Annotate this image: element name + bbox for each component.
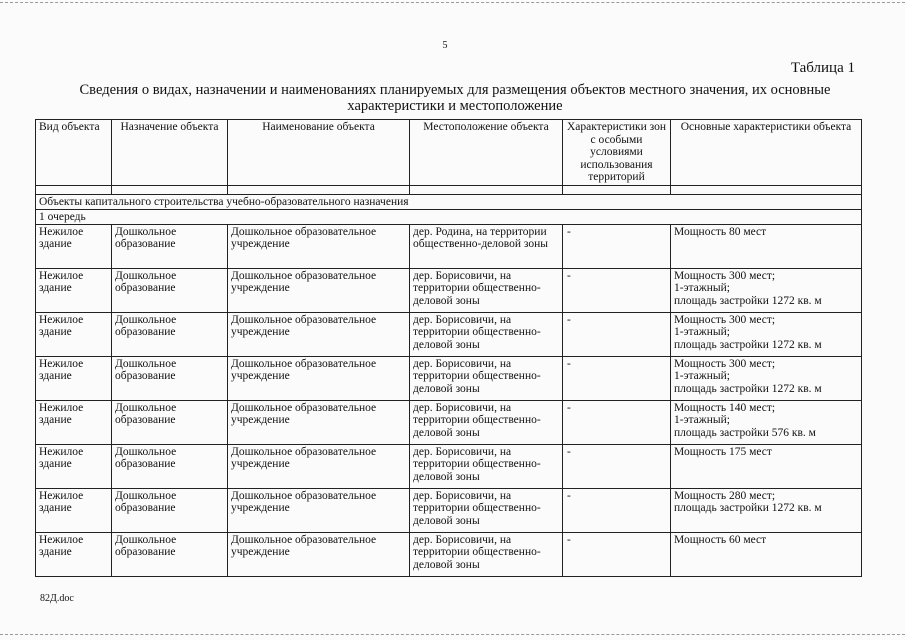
cell-zones: - [563,312,671,356]
spacer-row [36,185,862,194]
cell-characteristics [671,356,862,400]
table-row [36,312,862,356]
cell-location: дер. Борисовичи, на территории общественно-деловой зоны [410,356,563,400]
characteristic-line: площадь застройки 576 кв. м [674,426,816,439]
table-row [36,224,862,268]
table-row [36,532,862,576]
objects-table [35,119,862,577]
cell-purpose: Дошкольное образование [112,488,228,532]
cell-characteristics [671,444,862,488]
cell-name: Дошкольное образовательное учреждение [228,532,410,576]
characteristic-line: Мощность 60 мест [674,533,767,546]
table-label: Таблица 1 [790,60,855,76]
characteristic-line: 1-этажный; [674,370,730,382]
cell-zones: - [563,356,671,400]
cell-zones: - [563,268,671,312]
characteristic-line: площадь застройки 1272 кв. м [674,294,822,307]
characteristic-line: Мощность 80 мест [674,225,767,238]
cell-location: дер. Борисовичи, на территории общественно-деловой зоны [410,312,563,356]
header-name: Наименование объекта [228,120,410,186]
cell-characteristics [671,532,862,576]
cell-purpose: Дошкольное образование [112,312,228,356]
footer-filename: 82Д.doc [40,593,74,604]
cell-name: Дошкольное образовательное учреждение [228,444,410,488]
spacer-cell [36,185,112,194]
cell-purpose: Дошкольное образование [112,400,228,444]
cell-purpose: Дошкольное образование [112,224,228,268]
characteristic-line: площадь застройки 1272 кв. м [674,502,822,514]
header-purpose: Назначение объекта [112,120,228,186]
table-row [36,356,862,400]
cell-location: дер. Борисовичи, на территории общественно-деловой зоны [410,400,563,444]
cell-location: дер. Борисовичи, на территории общественно-деловой зоны [410,444,563,488]
table-row [36,400,862,444]
cell-name: Дошкольное образовательное учреждение [228,268,410,312]
spacer-cell [410,185,563,194]
scan-edge-bottom [0,634,905,635]
cell-purpose: Дошкольное образование [112,532,228,576]
cell-location: дер. Борисовичи, на территории общественно-деловой зоны [410,268,563,312]
cell-object-type: Нежилое здание [36,444,112,488]
cell-object-type: Нежилое здание [36,532,112,576]
spacer-cell [112,185,228,194]
cell-characteristics [671,268,862,312]
cell-purpose: Дошкольное образование [112,444,228,488]
scan-edge-top [0,2,905,3]
document-title: Сведения о видах, назначении и наименованиях планируемых для размещения объектов местного значения, их основные характеристики и местоположение [79,82,831,114]
header-location: Местоположение объекта [410,120,563,186]
subsection-row [36,209,862,224]
characteristic-line: 1-этажный; [674,326,730,338]
cell-characteristics [671,224,862,268]
cell-location: дер. Борисовичи, на территории общественно-деловой зоны [410,488,563,532]
cell-purpose: Дошкольное образование [112,356,228,400]
characteristic-line: Мощность 140 мест; [674,401,776,414]
characteristic-line: 1-этажный; [674,282,730,294]
characteristic-line: Мощность 280 мест; [674,489,776,502]
spacer-cell [671,185,862,194]
cell-object-type: Нежилое здание [36,312,112,356]
cell-zones: - [563,532,671,576]
section-title: Объекты капитального строительства учебно-образовательного назначения [36,194,862,209]
table-header-row [36,120,862,186]
cell-characteristics [671,312,862,356]
spacer-cell [228,185,410,194]
cell-name: Дошкольное образовательное учреждение [228,400,410,444]
cell-object-type: Нежилое здание [36,224,112,268]
cell-zones: - [563,224,671,268]
header-object-type: Вид объекта [36,120,112,186]
section-row [36,194,862,209]
characteristic-line: площадь застройки 1272 кв. м [674,382,822,395]
cell-object-type: Нежилое здание [36,268,112,312]
cell-name: Дошкольное образовательное учреждение [228,224,410,268]
page-number: 5 [442,40,448,51]
table-row [36,488,862,532]
cell-name: Дошкольное образовательное учреждение [228,356,410,400]
header-characteristics: Основные характеристики объекта [671,120,862,186]
characteristic-line: площадь застройки 1272 кв. м [674,338,822,351]
characteristic-line: Мощность 300 мест; [674,313,776,326]
cell-zones: - [563,488,671,532]
subsection-title: 1 очередь [36,209,862,224]
cell-purpose: Дошкольное образование [112,268,228,312]
table-row [36,268,862,312]
characteristic-line: 1-этажный; [674,414,730,426]
spacer-cell [563,185,671,194]
cell-zones: - [563,400,671,444]
cell-object-type: Нежилое здание [36,356,112,400]
cell-location: дер. Борисовичи, на территории общественно-деловой зоны [410,532,563,576]
characteristic-line: Мощность 300 мест; [674,269,776,282]
cell-object-type: Нежилое здание [36,400,112,444]
table-row [36,444,862,488]
cell-characteristics [671,488,862,532]
cell-name: Дошкольное образовательное учреждение [228,488,410,532]
cell-location: дер. Родина, на территории общественно-деловой зоны [410,224,563,268]
cell-characteristics [671,400,862,444]
characteristic-line: Мощность 175 мест [674,445,772,458]
cell-zones: - [563,444,671,488]
cell-name: Дошкольное образовательное учреждение [228,312,410,356]
characteristic-line: Мощность 300 мест; [674,357,776,370]
cell-object-type: Нежилое здание [36,488,112,532]
header-zones: Характеристики зон с особыми условиями использования территорий [563,120,671,186]
